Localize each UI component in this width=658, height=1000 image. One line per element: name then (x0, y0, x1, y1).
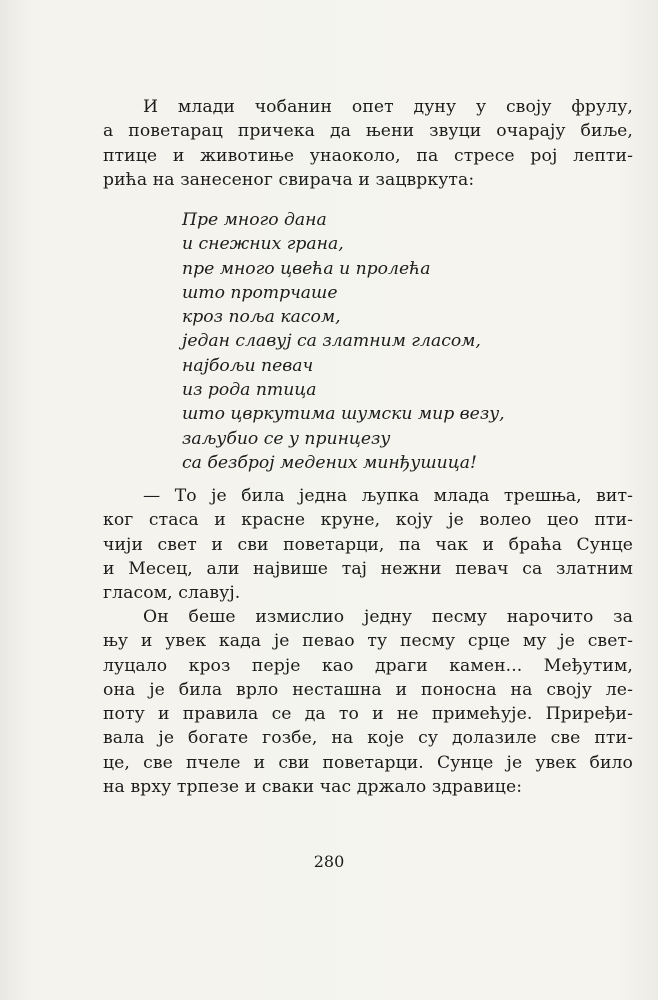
text-line: на врху трпезе и сваки час држало здравице: (103, 777, 523, 798)
poem-line: што цвркутима шумски мир везу, (182, 404, 505, 425)
text-line: и Месец, али највише тај нежни певач са златним (103, 558, 633, 579)
paragraph-song (103, 605, 633, 799)
paragraph-cherry (103, 484, 633, 605)
text-line: рића на занесеног свирача и зацвркута: (103, 169, 475, 190)
text-line: а поветарац причека да њени звуци очарају биље, (103, 121, 633, 142)
text-line: луцало кроз перје као драги камен... Међутим, (103, 655, 633, 676)
poem-line: кроз поља касом, (182, 307, 341, 328)
poem-line: са безброј медених минђушица! (182, 452, 477, 473)
poem-line: из рода птица (182, 380, 317, 401)
poem-line: што протрчаше (182, 282, 338, 303)
poem-line: и снежних грана, (182, 234, 344, 255)
text-line: це, све пчеле и сви поветарци. Сунце је увек било (103, 752, 633, 773)
text-line: ког стаса и красне круне, коју је волео цео пти- (103, 510, 633, 531)
text-line: она је била врло несташна и поносна на своју ле- (103, 679, 633, 700)
poem-line: један славуј са златним гласом, (182, 331, 481, 352)
poem-line: пре много цвећа и пролећа (182, 258, 431, 279)
text-line: Он беше измислио једну песму нарочито за (143, 607, 633, 627)
poem-line: заљубио се у принцезу (182, 428, 391, 449)
paragraph-intro (103, 95, 633, 192)
text-line: њу и увек када је певао ту песму срце му је свет- (103, 631, 633, 652)
poem-stanza (182, 208, 542, 475)
text-line: — То је била једна љупка млада трешња, вит- (143, 486, 633, 506)
poem-line: Пре много дана (182, 210, 327, 230)
text-line: поту и правила се да то и не примећује. Приређи- (103, 704, 633, 725)
page-number: 280 (313, 852, 345, 871)
text-line: вала је богате гозбе, на које су долазиле све пти- (103, 728, 633, 749)
text-line: гласом, славуј. (103, 583, 241, 604)
text-line: И млади чобанин опет дуну у своју фрулу, (143, 97, 633, 117)
text-line: птице и животиње унаоколо, па стресе рој лепти- (103, 145, 633, 166)
text-line: чији свет и сви поветарци, па чак и браћа Сунце (103, 534, 633, 555)
poem-line: најбољи певач (182, 355, 314, 376)
